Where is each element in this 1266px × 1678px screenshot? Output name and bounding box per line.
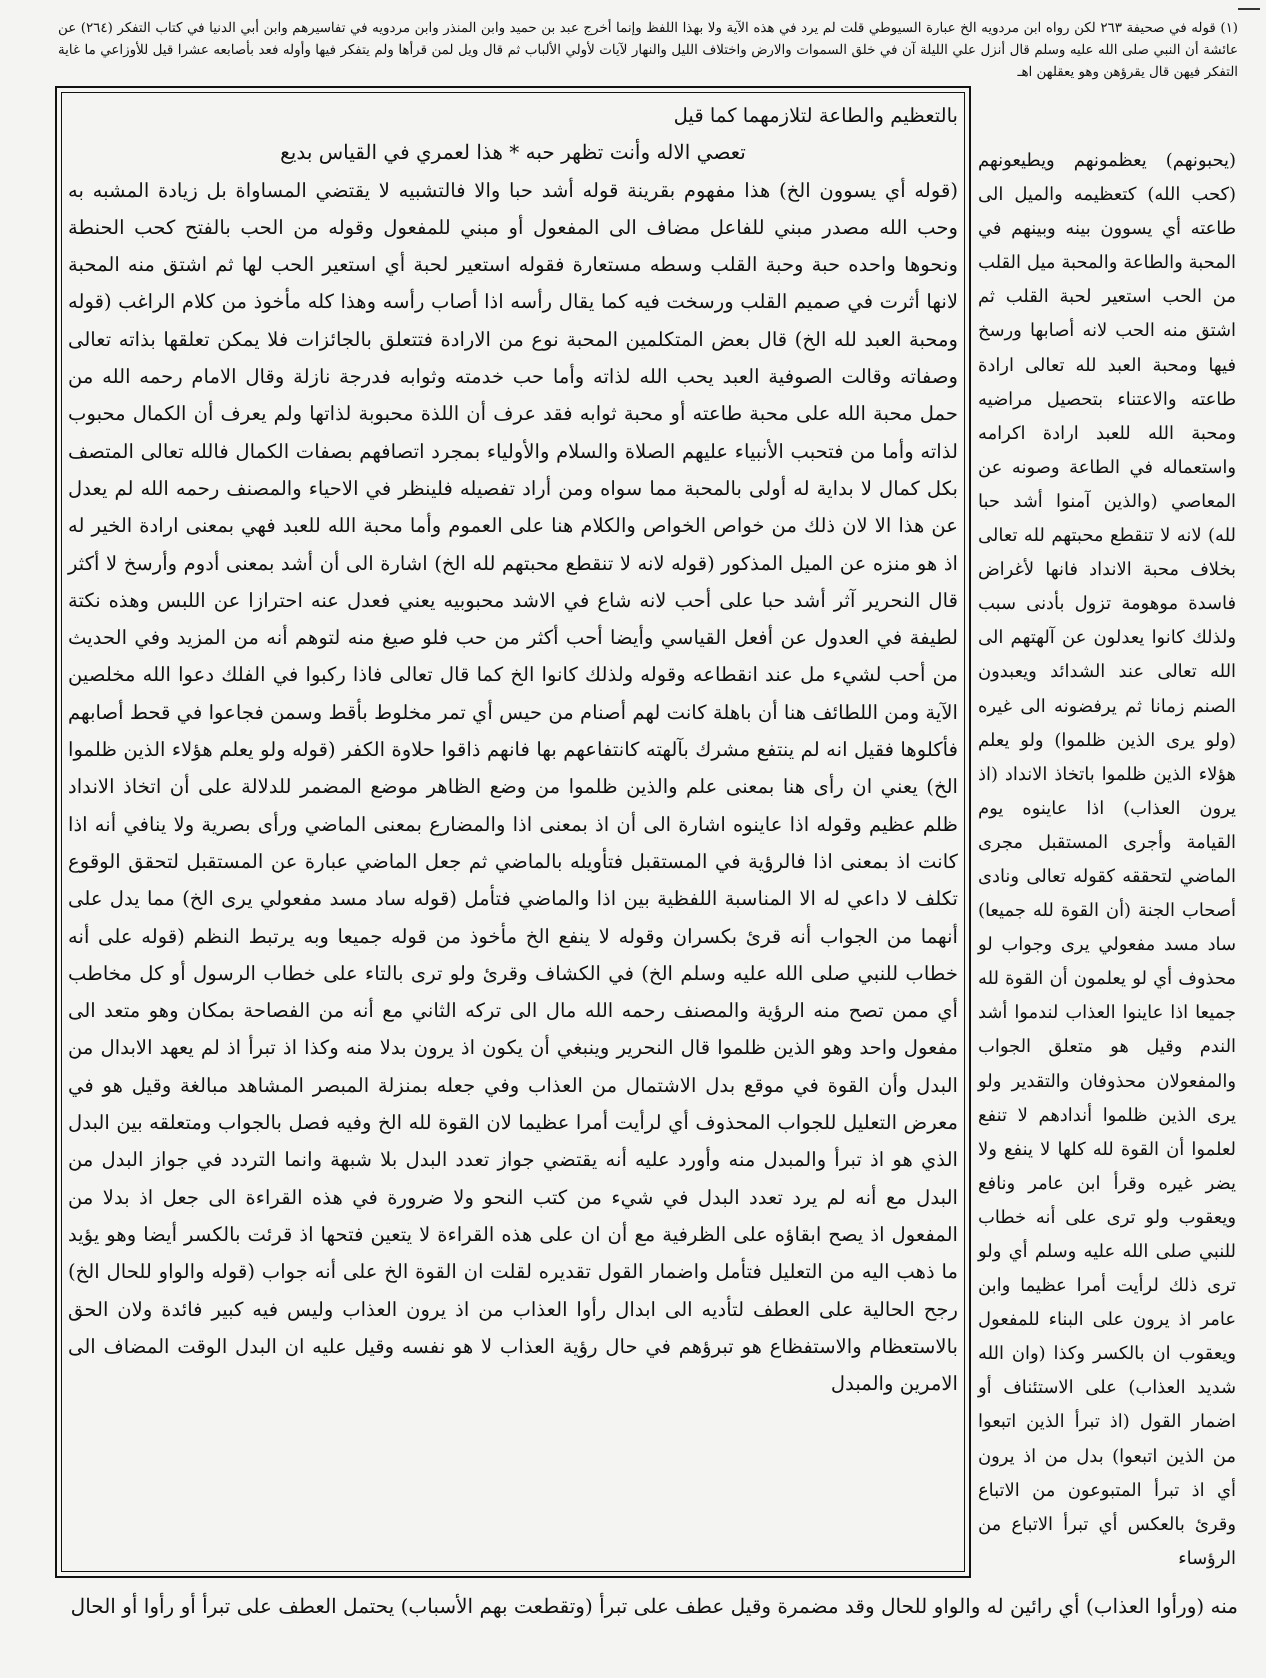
- top-footnote: [58, 18, 1238, 84]
- commentary-body: (قوله أي يسوون الخ) هذا مفهوم بقرينة قوله أشد حبا والا فالتشبيه لا يقتضي المساواة بل زيادة المشبه به وحب الله مصدر مبني للفاعل مضاف الى المفعول أو مبني للمفعول وقوله من الحب بالفتح كحب الحنطة ونحوها واحده حبة وحبة القلب وسطه مستعارة فقوله استعير لحبة أي استعير الحب لها ثم اشتق منه المحبة لانها أثرت في صميم القلب ورسخت فيه كما يقال رأسه اذا أصاب رأسه وهذا كله مأخوذ من كلام الراغب (قوله ومحبة العبد لله الخ) قال بعض المتكلمين المحبة نوع من الارادة فتتعلق بالجائزات فلا يمكن تعلقها بذاته تعالى وصفاته وقالت الصوفية العبد يحب الله لذاته وأما حب خدمته وثوابه فدرجة نازلة وقال الامام رحمه الله من حمل محبة الله على محبة طاعته أو محبة ثوابه فقد عرف أن اللذة محبوبة لذاتها ولم يعرف أن الكمال محبوب لذاته وأما من فتحبب الأنبياء عليهم الصلاة والسلام والأولياء بمجرد اتصافهم بصفات الكمال فالله تعالى المتصف بكل كمال لا بداية له أولى بالمحبة مما سواه ومن أراد تفصيله فلينظر في الاحياء والمصنف رحمه الله لم يعدل عن هذا الا لان ذلك من خواص الخواص والكلام هنا على العموم وأما محبة الله للعبد فهي بمعنى ارادة الخير له اذ هو منزه عن الميل المذكور (قوله لانه لا تنقطع محبتهم لله الخ) اشارة الى أن أشد بمعنى أدوم وأرسخ لا أكثر قال النحرير آثر أشد حبا على أحب لانه شاع في الاشد محبوبيه يعني فعدل عنه احترازا عن اللبس وهذه نكتة لطيفة في العدول عن أفعل القياسي وأيضا أحب أكثر من حب فلو صيغ منه لتوهم أنه من المزيد وفي الحديث من أحب لشيء مل عند انقطاعه وقوله ولذلك كانوا الخ كما قال تعالى فاذا ركبوا في الفلك دعوا الله مخلصين الآية ومن اللطائف هنا أن باهلة كانت لهم أصنام من حيس أي تمر مخلوط بأقط وسمن فجاعوا في قحط أصابهم فأكلوها فقيل انه لم ينتفع مشرك بآلهته كانتفاعهم بها فانهم ذاقوا حلاوة الكفر (قوله ولو يعلم هؤلاء الذين ظلموا الخ) يعني ان رأى هنا بمعنى علم والذين ظلموا من وضع الظاهر موضع المضمر للدلالة على أن اتخاذ الانداد ظلم عظيم وقوله اذا عاينوه اشارة الى أن اذ بمعنى اذا والمضارع بمعنى الماضي ورأى بصرية ولا ينافي أنه اذا كانت اذ بمعنى اذا فالرؤية في المستقبل فتأويله بالماضي ثم جعل الماضي عبارة عن المستقبل لتحقق الوقوع تكلف لا داعي له الا المناسبة اللفظية بين اذا والماضي فتأمل (قوله ساد مسد مفعولي يرى الخ) مما يدل على أنهما من الجواب أنه قرئ بكسران وقوله لا ينفع الخ مأخوذ من قوله جميعا وبه يرتبط النظم (قوله على أنه خطاب للنبي صلى الله عليه وسلم الخ) في الكشاف وقرئ ولو ترى بالتاء على خطاب الرسول أو كل مخاطب أي ممن تصح منه الرؤية والمصنف رحمه الله مال الى تركه الثاني مع أنه من الفصاحة بمكان وهو متعد الى مفعول واحد وهو الذين ظلموا قال النحرير وينبغي أن يكون اذ يرون بدلا منه وكذا اذ تبرأ اذ لم يعهد الابدال من البدل وأن القوة في موقع بدل الاشتمال من العذاب وفي جعله بمنزلة المبصر المشاهد مبالغة وقيل هو في معرض التعليل للجواب المحذوف أي لرأيت أمرا عظيما لان القوة لله الخ وفيه فصل بالجواب ومتعلقه بين البدل الذي هو اذ تبرأ والمبدل منه وأورد عليه أنه يقتضي جواز تعدد البدل بلا شبهة وانما التردد في جواز البدل من البدل مع أنه لم يرد تعدد البدل في شيء من كتب النحو ولا ضرورة في هذه القراءة الى جعل اذ بدلا من المفعول اذ يصح ابقاؤه على الظرفية مع أن ان على هذه القراءة لا يتعين فتحها اذ قرئت بالكسر أيضا وهو يؤيد ما ذهب اليه من التعليل فتأمل واضمار القول تقديره لقلت ان القوة الخ على أنه جواب (قوله والواو للحال الخ) رجح الحالية على العطف لتأديه الى ابدال رأوا العذاب من اذ يرون العذاب وليس فيه كبير فائدة ولان الحق بالاستعظام والاستفظاع هو تبرؤهم في حال رؤية العذاب لا هو نفسه وقيل عليه ان البدل الوقت المضاف الى الامرين والمبدل: [68, 178, 958, 1396]
- bottom-continuation-text: منه (ورأوا العذاب) أي رائين له والواو للحال وقد مضمرة وقيل عطف على تبرأ (وتقطعت بهم الأسباب) يحتمل العطف على تبرأ أو رأوا أو الحال: [70, 1594, 1238, 1618]
- commentary-intro: بالتعظيم والطاعة لتلازمهما كما قيل: [673, 104, 958, 127]
- outer-column: [978, 86, 1236, 1576]
- top-footnote-text: (١) قوله في صحيفة ٢٦٣ لكن رواه ابن مردويه الخ عبارة السيوطي قلت لم يرد في هذه الآية ولا بهذا اللفظ وإنما أخرج عبد بن حميد وابن المنذر وابن مردويه في تفاسيرهم وابن أبي الدنيا في كتاب التفكر (٢٦٤) عن عائشة أن النبي صلى الله عليه وسلم قال أنزل علي الليلة آن في خلق السموات والارض واختلاف الليل والنهار لآيات لأولي الألباب ثم قال ويل لمن قرأها ولم يتفكر فيها وأوله فعد بأصابعه عشرا قيل للأوزاعي ما غاية التفكر فيهن قال يقرؤهن وهو يعقلهن اهـ: [58, 21, 1238, 80]
- poetry-verse: تعصي الاله وأنت تظهر حبه * هذا لعمري في القياس بديع: [280, 140, 746, 165]
- bottom-continuation: [58, 1586, 1238, 1626]
- outer-column-text: (يحبونهم) يعظمونهم ويطيعونهم (كحب الله) كتعظيمه والميل الى طاعته أي يسوون بينه وبينهم في المحبة والطاعة والمحبة ميل القلب من الحب استعير لحبة القلب ثم اشتق منه الحب لانه أصابها ورسخ فيها ومحبة العبد لله تعالى ارادة طاعته والاعتناء بتحصيل مراضيه ومحبة الله للعبد ارادة اكرامه واستعماله في الطاعة وصونه عن المعاصي (والذين آمنوا أشد حبا لله) لانه لا تنقطع محبتهم لله تعالى بخلاف محبة الانداد فانها لأغراض فاسدة موهومة تزول بأدنى سبب ولذلك كانوا يعدلون عن آلهتهم الى الله تعالى عند الشدائد ويعبدون الصنم زمانا ثم يرفضونه الى غيره (ولو يرى الذين ظلموا) ولو يعلم هؤلاء الذين ظلموا باتخاذ الانداد (اذ يرون العذاب) اذا عاينوه يوم القيامة وأجرى المستقبل مجرى الماضي لتحققه كقوله تعالى ونادى أصحاب الجنة (أن القوة لله جميعا) ساد مسد مفعولي يرى وجواب لو محذوف أي لو يعلمون أن القوة لله جميعا اذا عاينوا العذاب لندموا أشد الندم وقيل هو متعلق الجواب والمفعولان محذوفان والتقدير ولو يرى الذين ظلموا أندادهم لا تنفع لعلموا أن القوة لله كلها لا ينفع ولا يضر غيره وقرأ ابن عامر ونافع ويعقوب ولو ترى على أنه خطاب للنبي صلى الله عليه وسلم أي ولو ترى ذلك لرأيت أمرا عظيما وابن عامر اذ يرون على البناء للمفعول ويعقوب ان بالكسر وكذا (وان الله شديد العذاب) على الاستئناف أو اضمار القول (اذ تبرأ الذين اتبعوا من الذين اتبعوا) بدل من اذ يرون أي اذ تبرأ المتبوعون من الاتباع وقرئ بالعكس أي تبرأ الاتباع من الرؤساء: [978, 150, 1236, 1569]
- corner-mark: [1238, 8, 1260, 10]
- outer-column-gap: [978, 86, 1236, 144]
- commentary-column: [68, 97, 958, 1402]
